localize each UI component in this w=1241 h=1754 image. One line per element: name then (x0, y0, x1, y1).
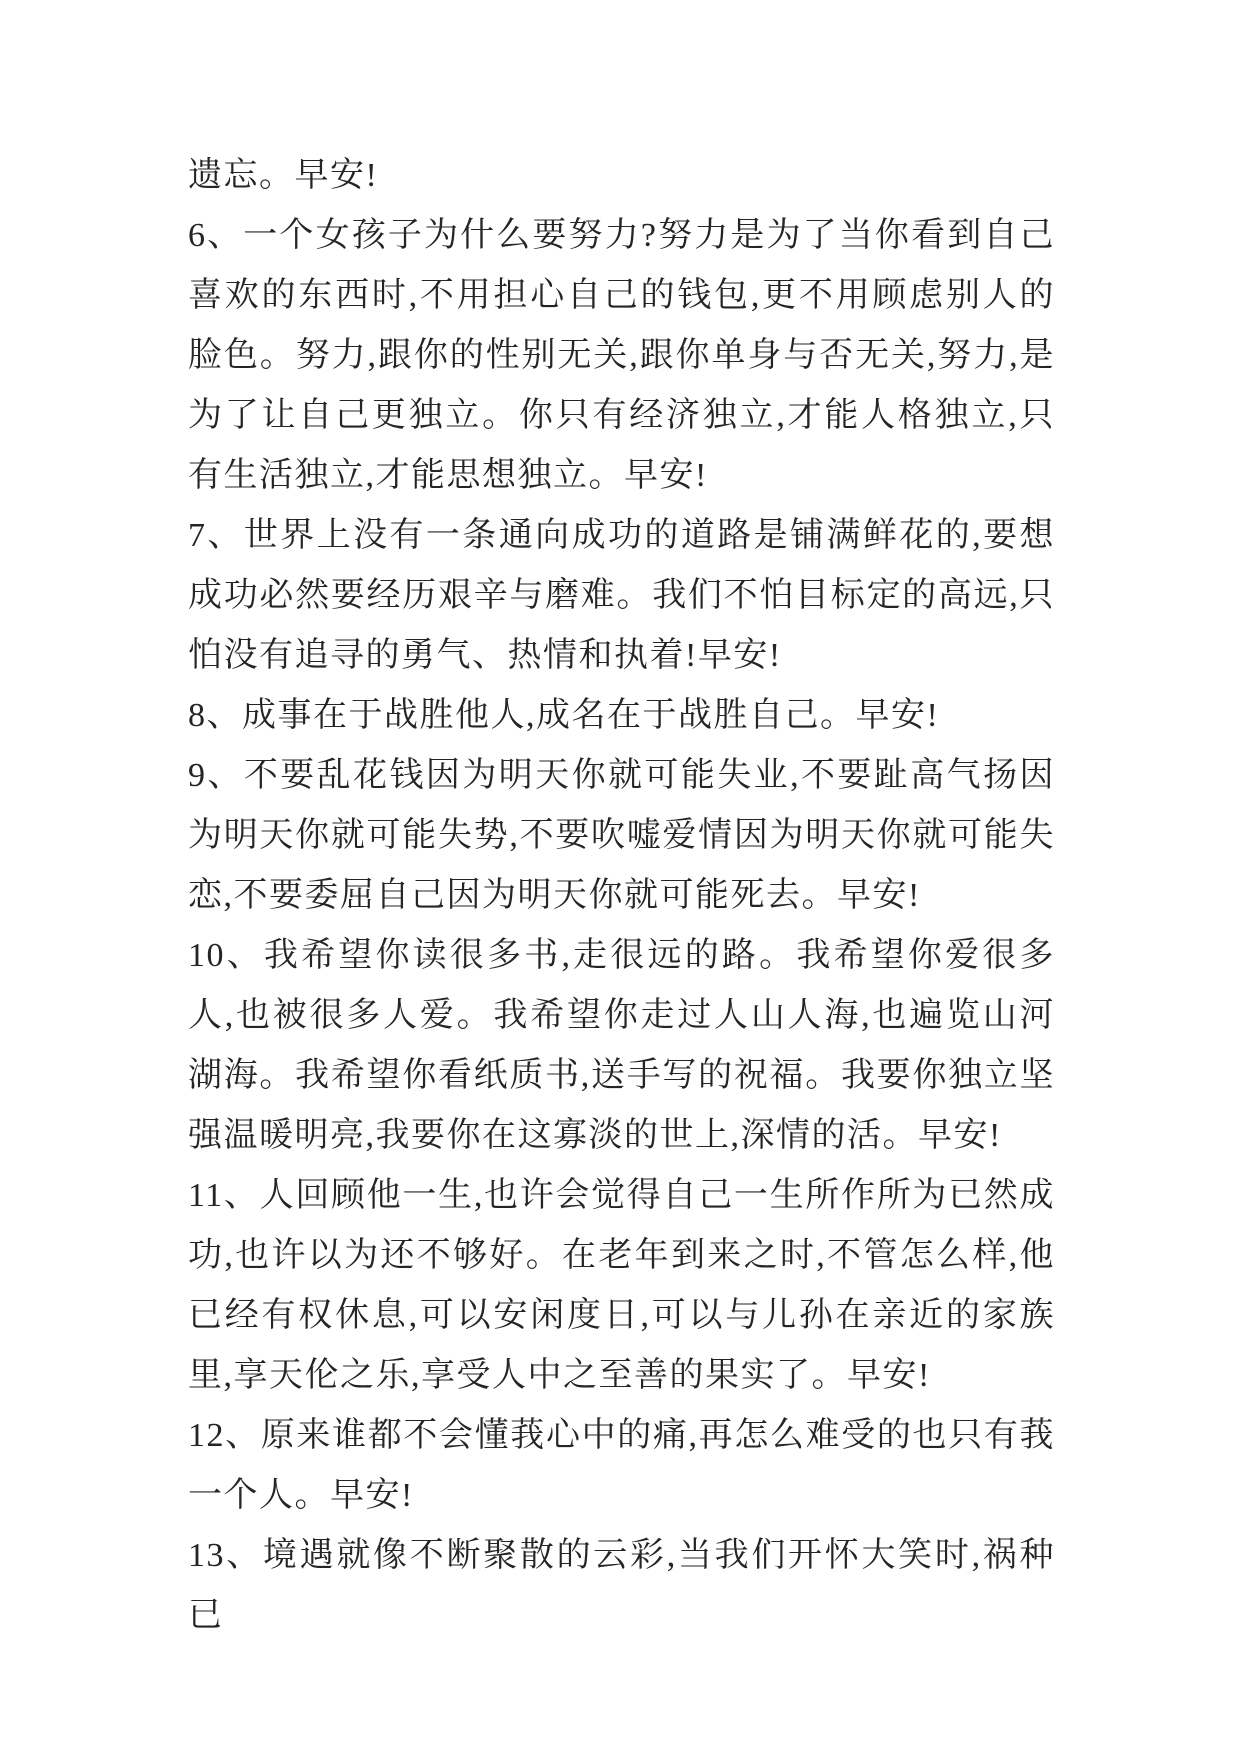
quote-paragraph-11: 11、人回顾他一生,也许会觉得自己一生所作所为已然成功,也许以为还不够好。在老年到来之时,不管怎么样,他已经有权休息,可以安闲度日,可以与儿孙在亲近的家族里,享天伦之乐,享受人中之至善的果实了。早安! (188, 1177, 1055, 1394)
quote-paragraph-12: 12、原来谁都不会懂莪心中的痛,再怎么难受的也只有莪一个人。早安! (188, 1417, 1055, 1514)
paragraph-continuation: 遗忘。早安! (188, 157, 379, 194)
document-body (188, 146, 1055, 1646)
quote-paragraph-6: 6、一个女孩子为什么要努力?努力是为了当你看到自己喜欢的东西时,不用担心自己的钱包,更不用顾虑别人的脸色。努力,跟你的性别无关,跟你单身与否无关,努力,是为了让自己更独立。你只有经济独立,才能人格独立,只有生活独立,才能思想独立。早安! (188, 217, 1055, 494)
quote-paragraph-9: 9、不要乱花钱因为明天你就可能失业,不要趾高气扬因为明天你就可能失势,不要吹嘘爱情因为明天你就可能失恋,不要委屈自己因为明天你就可能死去。早安! (188, 757, 1055, 914)
quote-paragraph-7: 7、世界上没有一条通向成功的道路是铺满鲜花的,要想成功必然要经历艰辛与磨难。我们不怕目标定的高远,只怕没有追寻的勇气、热情和执着!早安! (188, 517, 1055, 674)
quote-paragraph-8: 8、成事在于战胜他人,成名在于战胜自己。早安! (188, 697, 940, 734)
quote-paragraph-13: 13、境遇就像不断聚散的云彩,当我们开怀大笑时,祸种已 (188, 1537, 1055, 1634)
quote-paragraph-10: 10、我希望你读很多书,走很远的路。我希望你爱很多人,也被很多人爱。我希望你走过人山人海,也遍览山河湖海。我希望你看纸质书,送手写的祝福。我要你独立坚强温暖明亮,我要你在这寡淡的世上,深情的活。早安! (188, 937, 1055, 1154)
